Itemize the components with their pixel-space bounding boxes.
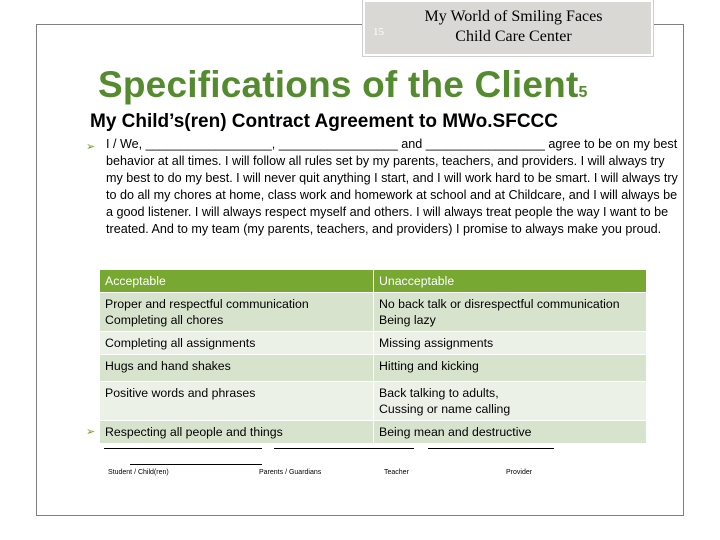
signature-label-provider: Provider — [506, 469, 533, 476]
cell-line: Completing all assignments — [105, 336, 256, 350]
signature-label-parents: Parents / Guardians — [259, 469, 322, 476]
cell-line: Being mean and destructive — [379, 425, 532, 439]
page-title — [98, 64, 588, 106]
center-name-line2: Child Care Center — [455, 28, 572, 45]
unacceptable-cell — [374, 293, 647, 332]
cell-line: No back talk or disrespectful communication — [379, 297, 620, 311]
cell-line: Missing assignments — [379, 336, 494, 350]
pledge-paragraph: I / We, __________________, _________________ and _________________ agree to be on my best behavior at all times. I will follow all rules set by my parents, teachers, and providers. I will always try my best to do my best. I will never quit anything I start, and I will work hard to be smart. I will always try to do all my chores at home, class work and homework at school and at Childcare, and I will always be a good listener. I will always respect myself and others. I will always treat people the way I want to be treated. And to my team (my parents, teachers, and providers) I promise to always make you proud. — [106, 137, 678, 236]
table-row — [100, 421, 646, 444]
unacceptable-cell — [374, 332, 647, 355]
acceptable-cell — [100, 382, 374, 421]
cell-line: Completing all chores — [105, 313, 224, 327]
acceptable-cell — [100, 293, 374, 332]
signature-line-parents — [274, 448, 414, 449]
signature-label-student: Student / Child(ren) — [108, 469, 169, 476]
signature-line-student-2 — [130, 464, 262, 465]
cell-line: Hitting and kicking — [379, 359, 479, 373]
behavior-table — [100, 270, 646, 444]
unacceptable-cell — [374, 355, 647, 382]
acceptable-cell — [100, 421, 374, 444]
bullet-arrow-icon: ➢ — [86, 425, 96, 438]
signature-line-student — [104, 448, 262, 449]
bullet-arrow-icon: ➢ — [86, 140, 96, 153]
table-row — [100, 382, 646, 421]
cell-line: Cussing or name calling — [379, 402, 511, 416]
acceptable-cell — [100, 332, 374, 355]
signature-line-provider — [428, 448, 554, 449]
unacceptable-cell — [374, 382, 647, 421]
center-name-line1: My World of Smiling Faces — [424, 8, 603, 25]
cell-line: Being lazy — [379, 313, 436, 327]
cell-line: Positive words and phrases — [105, 386, 256, 400]
table-row — [100, 355, 646, 382]
contract-subtitle: My Child’s(ren) Contract Agreement to MWo.SFCCC — [90, 111, 558, 132]
center-name — [392, 7, 635, 47]
slide-number: 15 — [373, 26, 384, 38]
title-main: Specifications of the Client — [98, 64, 579, 105]
cell-line: Respecting all people and things — [105, 425, 283, 439]
cell-line: Back talking to adults, — [379, 386, 499, 400]
header-unacceptable: Unacceptable — [374, 270, 647, 293]
table-row — [100, 332, 646, 355]
title-sub: 5 — [578, 84, 588, 101]
header-acceptable: Acceptable — [100, 270, 374, 293]
cell-line: Proper and respectful communication — [105, 297, 309, 311]
cell-line: Hugs and hand shakes — [105, 359, 231, 373]
signature-label-teacher: Teacher — [384, 469, 409, 476]
acceptable-cell — [100, 355, 374, 382]
table-row — [100, 293, 646, 332]
table-header-row — [100, 270, 646, 293]
unacceptable-cell — [374, 421, 647, 444]
